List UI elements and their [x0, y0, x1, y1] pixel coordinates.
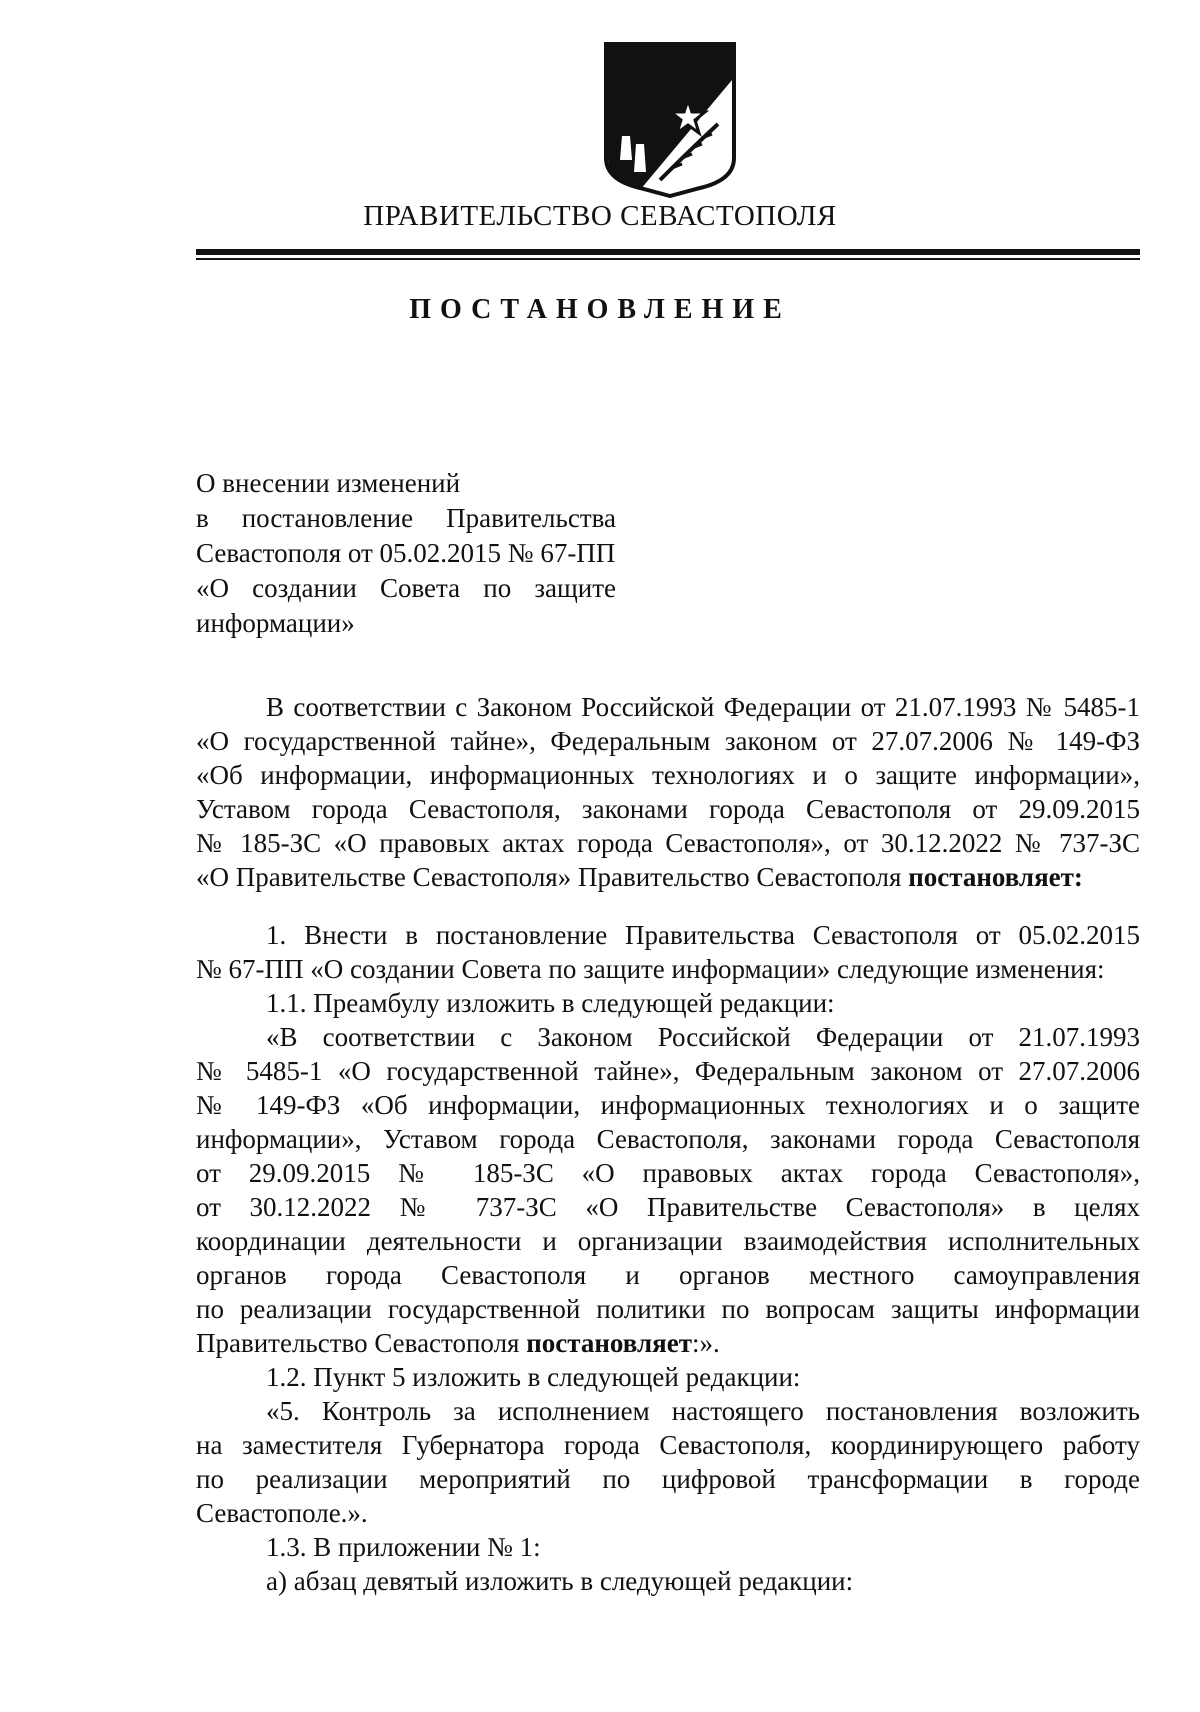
- header-rule-thin: [196, 258, 1140, 260]
- preamble-line: В соответствии с Законом Российской Федерации от 21.07.1993 № 5485-1: [266, 692, 1140, 722]
- quote-2-line: на заместителя Губернатора города Севастополя, координирующего работу: [196, 1430, 1140, 1460]
- preamble-last-line: [196, 860, 1140, 894]
- quote-1-last-line: [196, 1326, 1140, 1360]
- quote-2-last-line: Севастополе.».: [196, 1498, 368, 1528]
- quote-1-line: органов города Севастополя и органов местного самоуправления: [196, 1260, 1140, 1290]
- quote-1-line: № 5485-1 «О государственной тайне», Федеральным законом от 27.07.2006: [196, 1056, 1140, 1086]
- item-1-line: 1. Внести в постановление Правительства Севастополя от 05.02.2015: [266, 920, 1140, 950]
- quote-1-line: «В соответствии с Законом Российской Федерации от 21.07.1993: [266, 1022, 1140, 1052]
- quote-1-line: от 30.12.2022 № 737-ЗС «О Правительстве Севастополя» в целях: [196, 1192, 1140, 1222]
- quote-1-last-text: Правительство Севастополя: [196, 1328, 520, 1358]
- preamble-paragraph: [196, 690, 1140, 894]
- preamble-decree-word: постановляет:: [908, 862, 1083, 892]
- preamble-line: № 185-ЗС «О правовых актах города Севастополя», от 30.12.2022 № 737-ЗС: [196, 828, 1140, 858]
- subject-block: [196, 466, 616, 641]
- operative-part: [196, 918, 1140, 1598]
- subject-line: «О создании Совета по защите: [196, 573, 616, 603]
- quote-2-line: по реализации мероприятий по цифровой трансформации в городе: [196, 1464, 1140, 1494]
- subject-line: информации»: [196, 608, 355, 638]
- document-type-heading: ПОСТАНОВЛЕНИЕ: [409, 294, 791, 325]
- quote-2-line: «5. Контроль за исполнением настоящего постановления возложить: [266, 1396, 1140, 1426]
- subject-line: О внесении изменений: [196, 468, 461, 498]
- quote-1-line: по реализации государственной политики по вопросам защиты информации: [196, 1294, 1140, 1324]
- header-rule-thick: [196, 249, 1140, 255]
- item-1-3-a: а) абзац девятый изложить в следующей редакции:: [266, 1566, 854, 1596]
- quote-1-line: информации», Уставом города Севастополя, законами города Севастополя: [196, 1124, 1140, 1154]
- quote-1-end: :».: [691, 1328, 720, 1358]
- preamble-line: «Об информации, информационных технологиях и о защите информации»,: [196, 760, 1140, 790]
- quote-1-line: № 149-ФЗ «Об информации, информационных технологиях и о защите: [196, 1090, 1140, 1120]
- item-1-1: 1.1. Преамбулу изложить в следующей редакции:: [266, 988, 835, 1018]
- preamble-line: «О государственной тайне», Федеральным законом от 27.07.2006 № 149-ФЗ: [196, 726, 1140, 756]
- item-1-line: № 67-ПП «О создании Совета по защите информации» следующие изменения:: [196, 954, 1105, 984]
- quote-1-line: координации деятельности и организации взаимодействия исполнительных: [196, 1226, 1140, 1256]
- item-1-3: 1.3. В приложении № 1:: [266, 1532, 541, 1562]
- quote-1-line: от 29.09.2015 № 185-ЗС «О правовых актах города Севастополя»,: [196, 1158, 1140, 1188]
- quote-1-decree-word: постановляет: [526, 1328, 692, 1358]
- item-1-2: 1.2. Пункт 5 изложить в следующей редакции:: [266, 1362, 801, 1392]
- government-title: ПРАВИТЕЛЬСТВО СЕВАСТОПОЛЯ: [363, 200, 837, 232]
- subject-line: Севастополя от 05.02.2015 № 67-ПП: [196, 538, 616, 568]
- preamble-last-text: «О Правительстве Севастополя» Правительство Севастополя: [196, 862, 902, 892]
- subject-line: в постановление Правительства: [196, 503, 616, 533]
- preamble-line: Уставом города Севастополя, законами города Севастополя от 29.09.2015: [196, 794, 1140, 824]
- coat-of-arms-icon: [600, 40, 740, 198]
